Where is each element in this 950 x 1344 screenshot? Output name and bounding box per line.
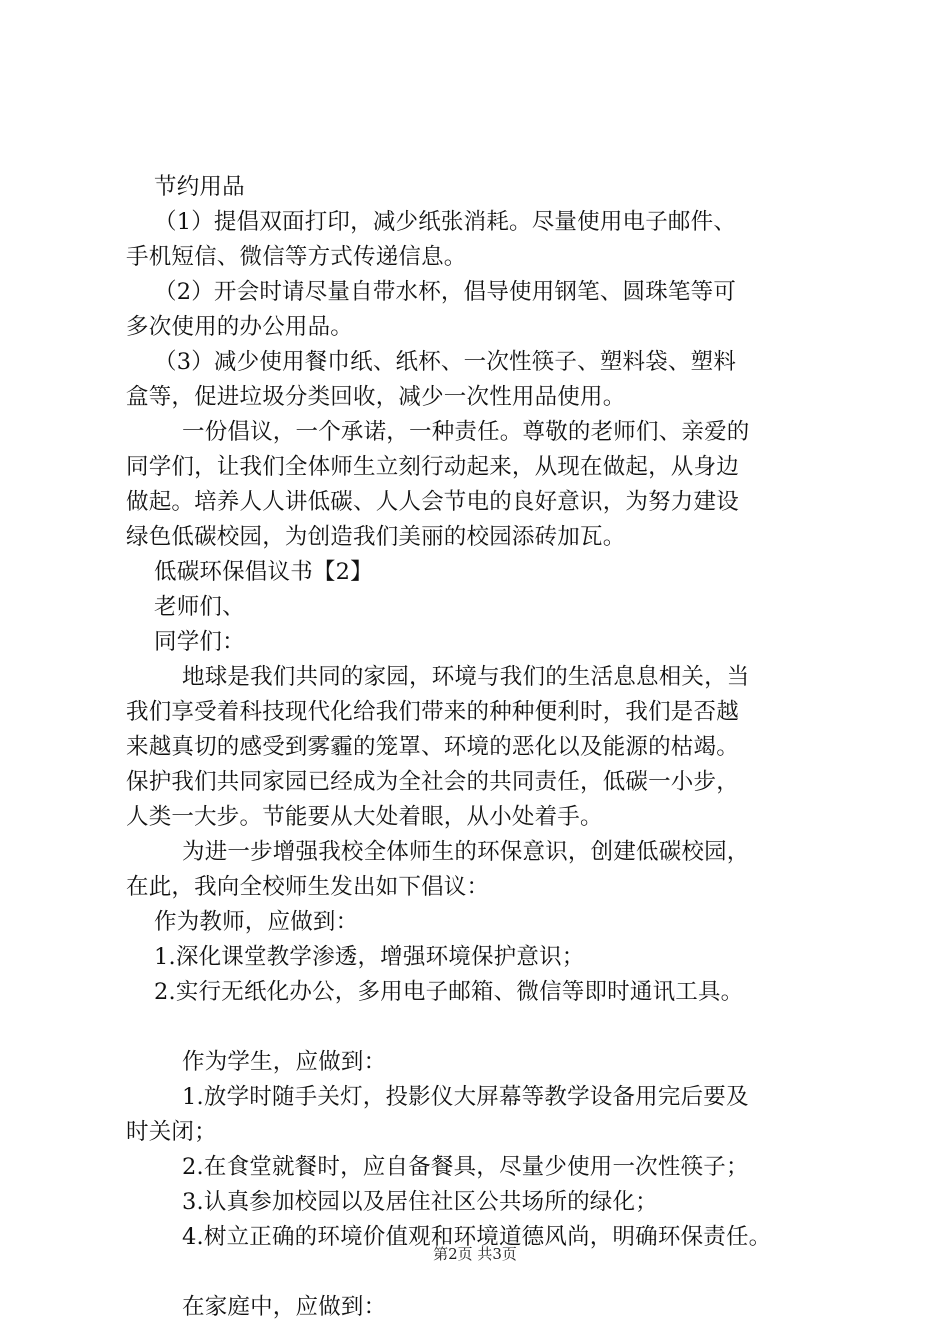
text-line: 为进一步增强我校全体师生的环保意识，创建低碳校园， bbox=[182, 839, 750, 865]
text-line: 2.在食堂就餐时，应自备餐具，尽量少使用一次性筷子； bbox=[182, 1154, 749, 1180]
text-line: 盒等，促进垃圾分类回收，减少一次性用品使用。 bbox=[126, 384, 626, 410]
text-line: 一份倡议，一个承诺，一种责任。尊敬的老师们、亲爱的 bbox=[182, 419, 750, 445]
document-body bbox=[126, 170, 846, 1325]
text-line: 老师们、 bbox=[154, 594, 245, 620]
text-line: 在家庭中，应做到： bbox=[182, 1294, 387, 1320]
text-line: 地球是我们共同的家园，环境与我们的生活息息相关，当 bbox=[182, 664, 750, 690]
text-line: 时关闭； bbox=[126, 1119, 217, 1145]
blank-line bbox=[126, 1010, 846, 1045]
text-line: 在此，我向全校师生发出如下倡议： bbox=[126, 874, 490, 900]
text-line: 人类一大步。节能要从大处着眼，从小处着手。 bbox=[126, 804, 603, 830]
text-line: （2）开会时请尽量自带水杯，倡导使用钢笔、圆珠笔等可 bbox=[154, 279, 737, 305]
text-line: 节约用品 bbox=[154, 174, 245, 200]
text-line: 4.树立正确的环境价值观和环境道德风尚，明确环保责任。 bbox=[182, 1224, 772, 1250]
text-line: 1.放学时随手关灯，投影仪大屏幕等教学设备用完后要及 bbox=[182, 1084, 749, 1110]
text-line: 同学们，让我们全体师生立刻行动起来，从现在做起，从身边 bbox=[126, 454, 739, 480]
page-number-label: 第2页 共3页 bbox=[433, 1245, 517, 1263]
text-line: 来越真切的感受到雾霾的笼罩、环境的恶化以及能源的枯竭。 bbox=[126, 734, 739, 760]
text-line: 3.认真参加校园以及居住社区公共场所的绿化； bbox=[182, 1189, 658, 1215]
page-footer bbox=[0, 1244, 950, 1264]
text-line: （1）提倡双面打印，减少纸张消耗。尽量使用电子邮件、 bbox=[154, 209, 737, 235]
text-line: 保护我们共同家园已经成为全社会的共同责任，低碳一小步， bbox=[126, 769, 739, 795]
text-line: 手机短信、微信等方式传递信息。 bbox=[126, 244, 467, 270]
text-line: （3）减少使用餐巾纸、纸杯、一次性筷子、塑料袋、塑料 bbox=[154, 349, 737, 375]
text-line: 2.实行无纸化办公，多用电子邮箱、微信等即时通讯工具。 bbox=[154, 979, 744, 1005]
text-line: 多次使用的办公用品。 bbox=[126, 314, 354, 340]
text-line: 做起。培养人人讲低碳、人人会节电的良好意识，为努力建设 bbox=[126, 489, 739, 515]
text-line: 我们享受着科技现代化给我们带来的种种便利时，我们是否越 bbox=[126, 699, 739, 725]
text-line: 低碳环保倡议书【2】 bbox=[154, 559, 373, 585]
text-line: 绿色低碳校园，为创造我们美丽的校园添砖加瓦。 bbox=[126, 524, 626, 550]
text-line: 作为教师，应做到： bbox=[154, 909, 359, 935]
text-line: 同学们： bbox=[154, 629, 245, 655]
text-line: 作为学生，应做到： bbox=[182, 1049, 387, 1075]
text-line: 1.深化课堂教学渗透，增强环境保护意识； bbox=[154, 944, 585, 970]
